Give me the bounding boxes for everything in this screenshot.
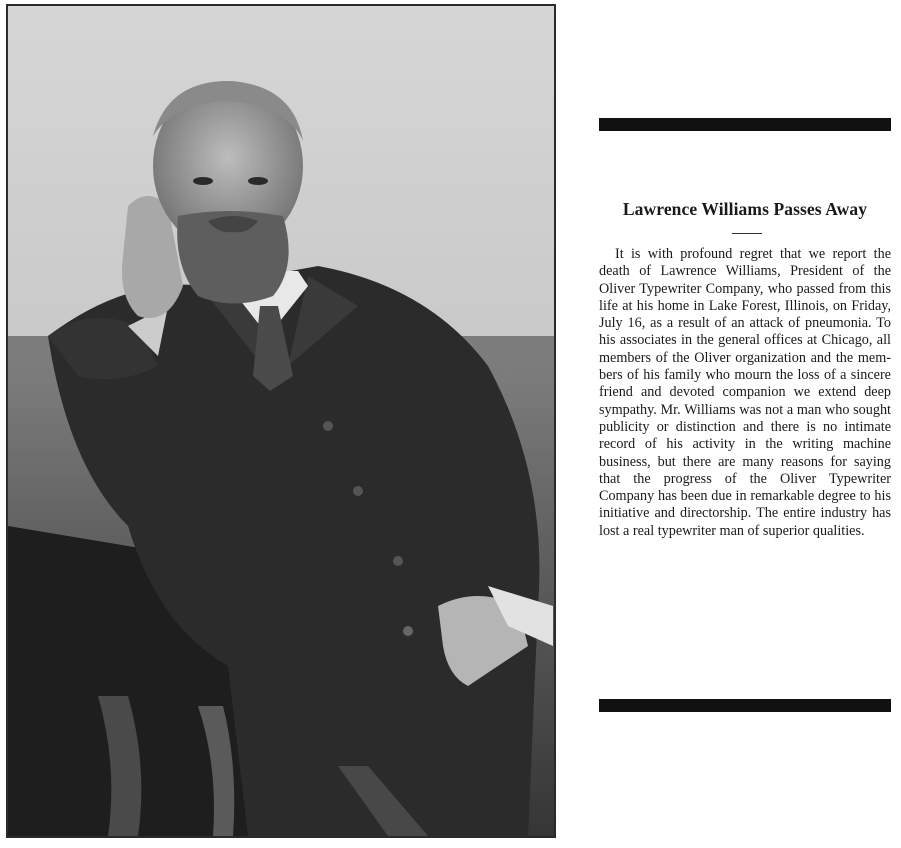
portrait-illustration xyxy=(8,6,554,836)
article-body: It is with profound regret that we report the death of Lawrence Williams, President of the Oliver Typewriter Company, who passed from this life at his home in Lake Forest, Illinois, on Friday, July 16, as a result of an attack of pneumonia. To his associates in the general offices at Chicago, all members of the Oliver organization and the members of his family who mourn the loss of a sincere friend and devoted companion we extend deep sympathy. Mr. Williams was not a man who sought publicity or distinction and there is no intimate record of his activity in the writing machine business, but there are many reasons for saying that the progress of the Oliver Typewriter Company has been due in remarkable degree to his initiative and directorship. The entire industry has lost a real typewriter man of superior qualities. xyxy=(599,246,891,539)
top-divider-rule xyxy=(599,118,891,131)
headline-underline xyxy=(732,233,762,234)
portrait-photograph xyxy=(6,4,556,838)
article-headline: Lawrence Williams Passes Away xyxy=(622,199,868,219)
bottom-divider-rule xyxy=(599,699,891,712)
